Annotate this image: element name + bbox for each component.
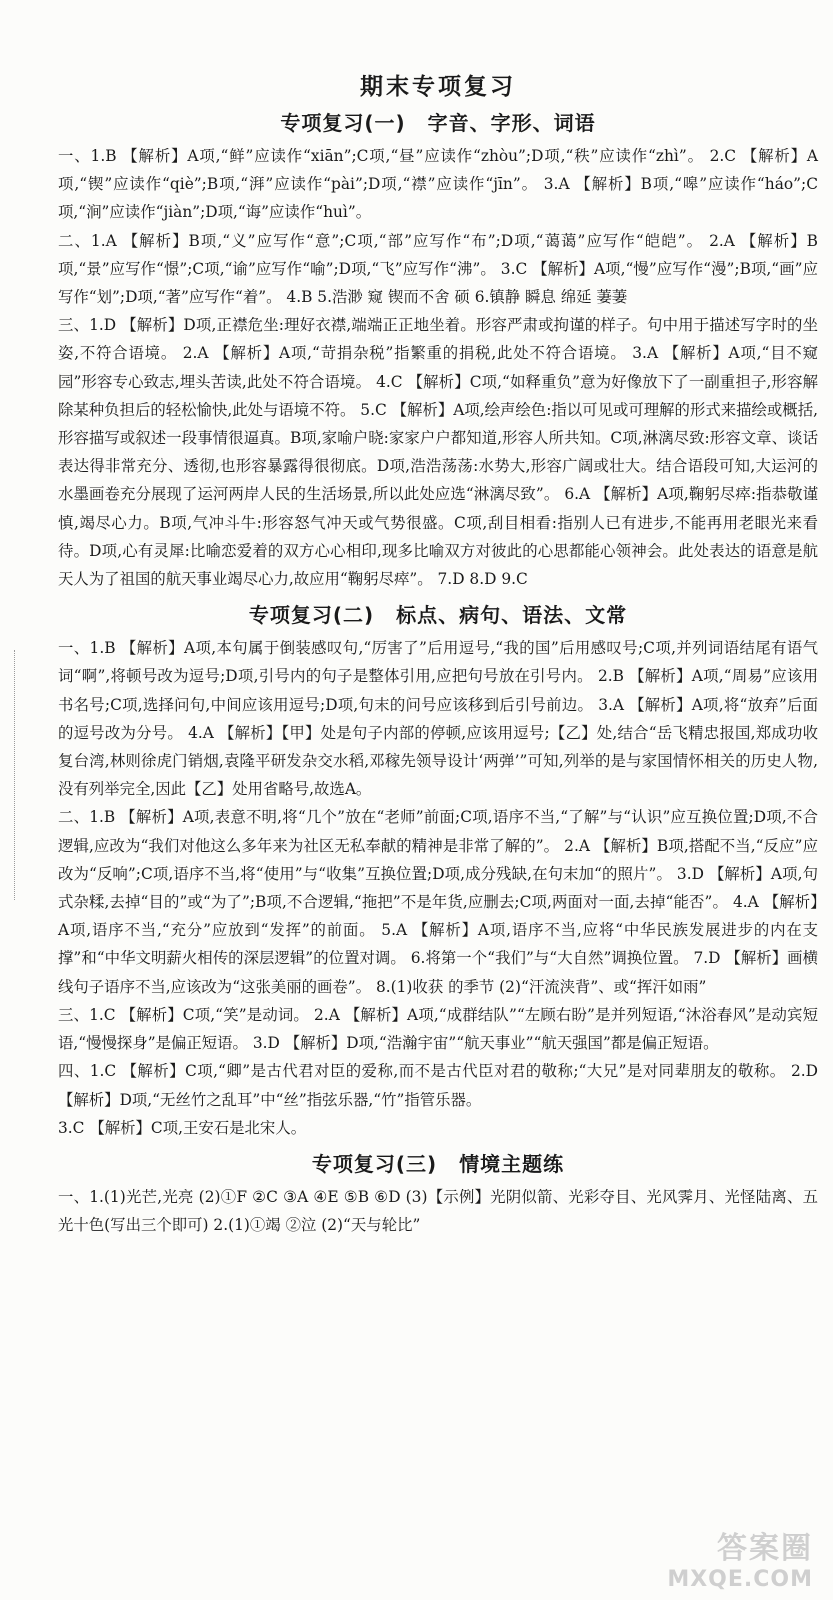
watermark-url: MXQE.COM — [667, 1567, 813, 1592]
watermark-logo: 答案圈 — [717, 1531, 813, 1566]
section-3 — [58, 1148, 818, 1239]
section-3-heading — [58, 1148, 818, 1177]
section-2-part-1: 一、1.B 【解析】A项,本句属于倒装感叹句,“厉害了”后用逗号,“我的国”后用感叹号;C项,并列词语结尾有语气词“啊”,将顿号改为逗号;D项,引号内的句子是整体引用,应把句号放在引号内。 2.B 【解析】A项,“周易”应该用书名号;C项,选择问句,中间应该用逗号;D项,句末的问号应该移到后引号前边。 3.A 【解析】A项,将“放弃”后面的逗号改为分号。 4.A 【解析】【甲】处是句子内部的停顿,应该用逗号;【乙】处,结合“岳飞精忠报国,郑成功收复台湾,林则徐虎门销烟,袁隆平研发杂交水稻,邓稼先领导设计‘两弹’”可知,列举的是与家国情怀相关的历史人物,没有列举完全,因此【乙】处用省略号,故选A。 — [58, 639, 818, 799]
section-1 — [58, 107, 818, 593]
section-2 — [58, 599, 818, 1142]
section-2-part-3: 三、1.C 【解析】C项,“笑”是动词。 2.A 【解析】A项,“成群结队”“左顾右盼”是并列短语,“沐浴春风”是动宾短语,“慢慢探身”是偏正短语。 3.D 【解析】D项,“浩瀚宇宙”“航天事业”“航天强国”都是偏正短语。 — [58, 1005, 818, 1053]
section-3-label: 专项复习(三) — [311, 1151, 438, 1176]
answer-page — [58, 68, 818, 1239]
section-1-label: 专项复习(一) — [280, 111, 406, 135]
section-2-topic: 标点、病句、语法、文常 — [396, 603, 628, 628]
section-2-heading — [58, 599, 818, 628]
section-1-part-1: 一、1.B 【解析】A项,“鲜”应读作“xiān”;C项,“昼”应读作“zhòu”;D项,“秩”应读作“zhì”。 2.C 【解析】A项,“锲”应读作“qiè”;B项,“湃”应读作“pài”;D项,“襟”应读作“jīn”。 3.A 【解析】B项,“嗥”应读作“háo”;C项,“涧”应读作“jiàn”;D项,“诲”应读作“huì”。 — [58, 147, 818, 222]
section-2-label: 专项复习(二) — [248, 603, 375, 628]
section-1-heading — [58, 107, 818, 136]
section-2-part-2: 二、1.B 【解析】A项,表意不明,将“几个”放在“老师”前面;C项,语序不当,“了解”与“认识”应互换位置;D项,不合逻辑,应改为“我们对他这么多年来为社区无私奉献的精神是非常了解的”。 2.A 【解析】B项,搭配不当,“反应”应改为“反响”;C项,语序不当,将“使用”与“收集”互换位置;D项,成分残缺,在句末加“的照片”。 3.D 【解析】A项,句式杂糅,去掉“目的”或“为了”;B项,不合逻辑,“拖把”不是年货,应删去;C项,两面对一面,去掉“能否”。 4.A 【解析】A项,语序不当,“充分”应放到“发挥”的前面。 5.A 【解析】A项,语序不当,应将“中华民族发展进步的内在支撑”和“中华文明薪火相传的深层逻辑”的位置对调。 6.将第一个“我们”与“大自然”调换位置。 7.D 【解析】画横线句子语序不当,应该改为“这张美丽的画卷”。 8.(1)收获 的季节 (2)“汗流浃背”、或“挥汗如雨” — [58, 808, 818, 996]
section-1-part-3: 三、1.D 【解析】D项,正襟危坐:理好衣襟,端端正正地坐着。形容严肃或拘谨的样子。句中用于描述写字时的坐姿,不符合语境。 2.A 【解析】A项,“苛捐杂税”指繁重的捐税,此处不符合语境。 3.A 【解析】A项,“目不窥园”形容专心致志,埋头苦读,此处不符合语境。 4.C 【解析】C项,“如释重负”意为好像放下了一副重担子,形容解除某种负担后的轻松愉快,此处与语境不符。 5.C 【解析】A项,绘声绘色:指以可见或可理解的形式来描绘或概括,形容描写或叙述一段事情很逼真。B项,家喻户晓:家家户户都知道,形容人所共知。C项,淋漓尽致:形容文章、谈话表达得非常充分、透彻,也形容暴露得很彻底。D项,浩浩荡荡:水势大,形容广阔或壮大。结合语段可知,大运河的水墨画卷充分展现了运河两岸人民的生活场景,所以此处应选“淋漓尽致”。 6.A 【解析】A项,鞠躬尽瘁:指恭敬谨慎,竭尽心力。B项,气冲斗牛:形容怒气冲天或气势很盛。C项,刮目相看:指别人已有进步,不能再用老眼光来看待。D项,心有灵犀:比喻恋爱着的双方心心相印,现多比喻双方对彼此的心思都能心领神会。此处表达的语意是航天人为了祖国的航天事业竭尽心力,故应用“鞠躬尽瘁”。 7.D 8.D 9.C — [58, 316, 818, 589]
section-1-part-2: 二、1.A 【解析】B项,“义”应写作“意”;C项,“部”应写作“布”;D项,“蔼蔼”应写作“皑皑”。 2.A 【解析】B项,“景”应写作“憬”;C项,“谕”应写作“喻”;D项,“飞”应写作“沸”。 3.C 【解析】A项,“慢”应写作“漫”;B项,“画”应写作“划”;D项,“著”应写作“着”。 4.B 5.浩渺 窥 锲而不舍 硕 6.镇静 瞬息 绵延 萋萋 — [58, 231, 818, 307]
page-title: 期末专项复习 — [360, 74, 516, 100]
margin-dotted-line — [14, 650, 15, 900]
section-2-part-4b: 3.C 【解析】C项,王安石是北宋人。 — [58, 1118, 307, 1137]
section-1-topic: 字音、字形、词语 — [427, 111, 596, 135]
site-watermark — [667, 1523, 813, 1592]
section-3-part-1: 一、1.(1)光芒,光亮 (2)①F ②C ③A ④E ⑤B ⑥D (3)【示例】光阴似箭、光彩夺目、光风霁月、光怪陆离、五光十色(写出三个即可) 2.(1)①竭 ②泣 (2)“天与轮比” — [58, 1187, 818, 1235]
section-2-part-4: 四、1.C 【解析】C项,“卿”是古代君对臣的爱称,而不是古代臣对君的敬称;“大兄”是对同辈朋友的敬称。 2.D 【解析】D项,“无丝竹之乱耳”中“丝”指弦乐器,“竹”指管乐器。 — [58, 1062, 818, 1109]
section-3-topic: 情境主题练 — [459, 1151, 565, 1176]
